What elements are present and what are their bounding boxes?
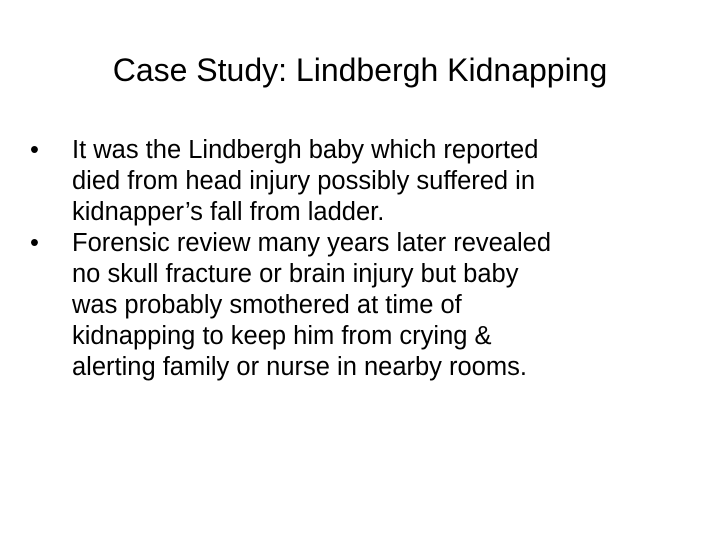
bullet-line: died from head injury possibly suffered in	[72, 167, 536, 195]
bullet-line: alerting family or nurse in nearby rooms.	[72, 353, 527, 381]
slide-title: Case Study: Lindbergh Kidnapping	[112, 52, 608, 88]
bullet-line: Forensic review many years later revealed	[72, 229, 552, 257]
bullet-marker-icon: •	[30, 229, 39, 257]
bullet-line: kidnapper’s fall from ladder.	[72, 198, 385, 226]
bullet-marker-icon: •	[30, 136, 39, 164]
bullet-list	[30, 135, 690, 383]
bullet-item	[30, 135, 690, 228]
bullet-item	[30, 228, 690, 383]
bullet-line: It was the Lindbergh baby which reported	[72, 136, 539, 164]
bullet-line: kidnapping to keep him from crying &	[72, 322, 492, 350]
bullet-line: was probably smothered at time of	[72, 291, 462, 319]
bullet-line: no skull fracture or brain injury but baby	[72, 260, 519, 288]
